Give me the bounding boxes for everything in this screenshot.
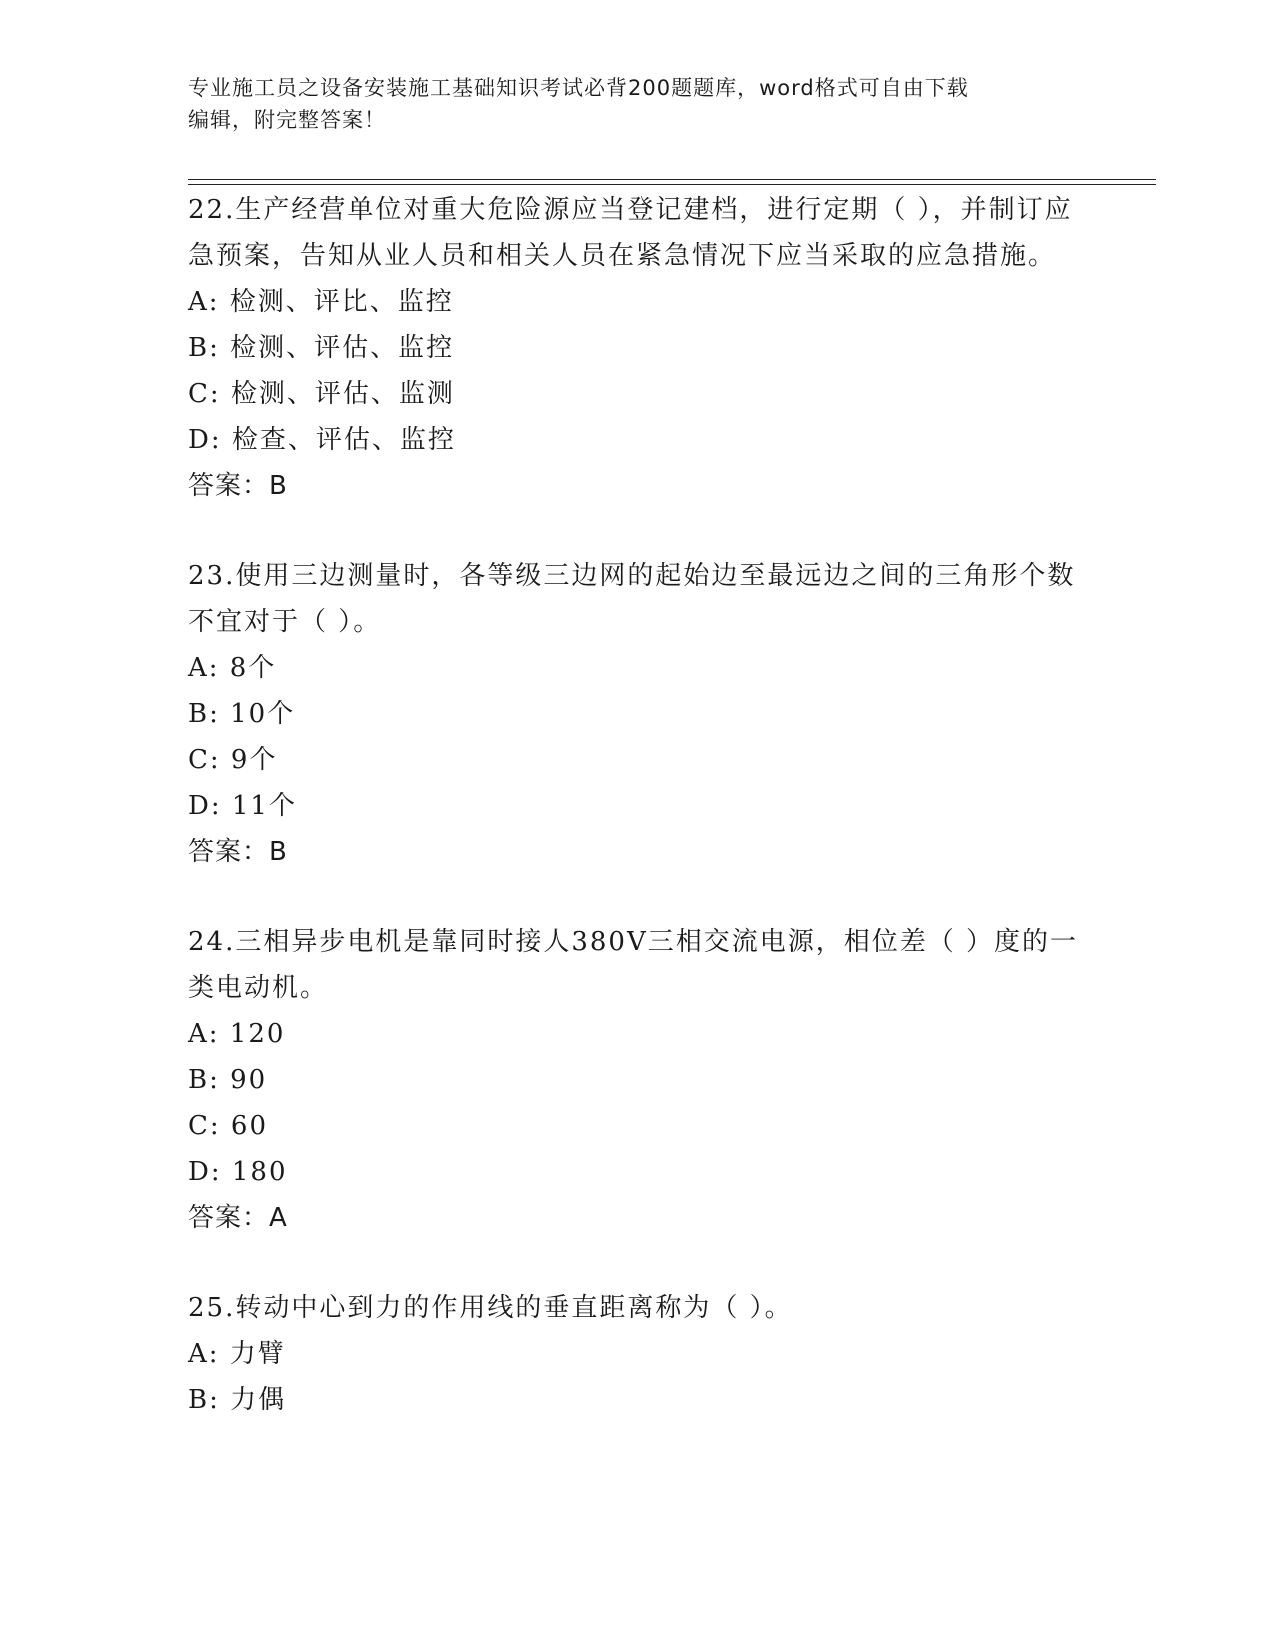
question-22 — [188, 187, 1088, 509]
option-a: A: 检测、评比、监控 — [188, 287, 454, 317]
option-c: C: 检测、评估、监测 — [188, 379, 455, 409]
document-header — [188, 72, 1078, 136]
header-divider-bottom — [188, 184, 1156, 185]
question-stem: 22.生产经营单位对重大危险源应当登记建档，进行定期（ ），并制订应急预案，告知从业人员和相关人员在紧急情况下应当采取的应急措施。 — [188, 195, 1073, 271]
question-25 — [188, 1285, 1088, 1423]
question-stem: 25.转动中心到力的作用线的垂直距离称为（ ）。 — [188, 1293, 793, 1323]
option-d: D: 11个 — [188, 791, 297, 821]
option-d: D: 检查、评估、监控 — [188, 425, 456, 455]
answer: 答案：B — [188, 471, 288, 501]
question-list — [188, 187, 1088, 1467]
header-line-1: 专业施工员之设备安装施工基础知识考试必背200题题库，word格式可自由下载 — [188, 76, 969, 100]
answer: 答案：A — [188, 1203, 288, 1233]
question-24 — [188, 919, 1088, 1241]
question-23 — [188, 553, 1088, 875]
question-stem: 24.三相异步电机是靠同时接人380V三相交流电源，相位差（ ）度的一类电动机。 — [188, 927, 1079, 1003]
answer: 答案：B — [188, 837, 288, 867]
option-b: B: 90 — [188, 1065, 268, 1095]
option-a: A: 力臂 — [188, 1339, 286, 1369]
option-c: C: 60 — [188, 1111, 269, 1141]
header-divider-top — [188, 179, 1156, 180]
option-b: B: 力偶 — [188, 1385, 287, 1415]
question-stem: 23.使用三边测量时，各等级三边网的起始边至最远边之间的三角形个数不宜对于（ ）。 — [188, 561, 1076, 637]
header-line-2: 编辑，附完整答案！ — [188, 108, 386, 132]
option-a: A: 120 — [188, 1019, 286, 1049]
option-b: B: 10个 — [188, 699, 296, 729]
option-a: A: 8个 — [188, 653, 277, 683]
option-b: B: 检测、评估、监控 — [188, 333, 455, 363]
option-c: C: 9个 — [188, 745, 278, 775]
option-d: D: 180 — [188, 1157, 288, 1187]
